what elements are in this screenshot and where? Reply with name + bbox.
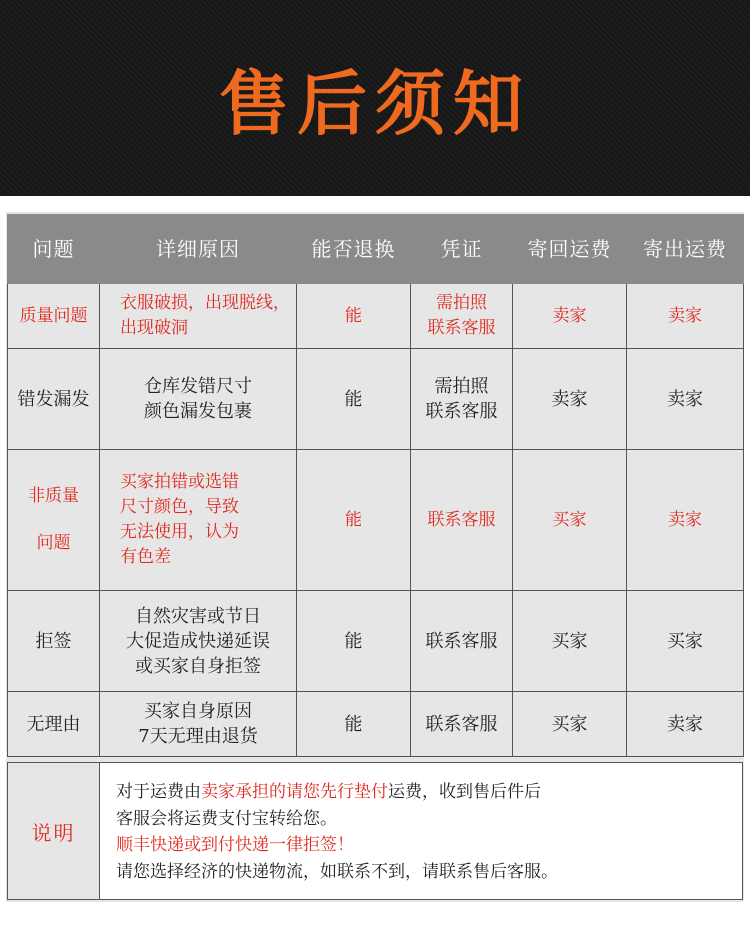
reason-line: 买家自身原因 xyxy=(144,701,252,722)
header-proof: 凭证 xyxy=(411,215,513,284)
proof-line: 需拍照 xyxy=(436,293,487,313)
header-return-shipping: 寄回运费 xyxy=(513,215,627,284)
table-header-row xyxy=(8,215,744,284)
reason-line: 出现破洞 xyxy=(120,318,188,338)
cell-proof: 联系客服 xyxy=(411,692,513,757)
cell-return-shipping: 买家 xyxy=(513,591,627,692)
cell-problem: 质量问题 xyxy=(8,284,100,349)
header-returnable: 能否退换 xyxy=(297,215,411,284)
cell-problem xyxy=(8,450,100,591)
cell-reason xyxy=(100,349,297,450)
reason-line: 尺寸颜色，导致 xyxy=(120,497,239,517)
cell-returnable: 能 xyxy=(297,450,411,591)
reason-line: 7天无理由退货 xyxy=(138,726,258,747)
reason-line: 无法使用，认为 xyxy=(120,522,239,542)
cell-send-shipping: 卖家 xyxy=(627,349,744,450)
notice-text-plain: 运费，收到售后件后 xyxy=(388,782,541,802)
cell-proof xyxy=(411,284,513,349)
reason-line: 或买家自身拒签 xyxy=(135,655,261,677)
problem-line: 问题 xyxy=(36,533,71,553)
cell-send-shipping: 买家 xyxy=(627,591,744,692)
proof-line: 需拍照 xyxy=(434,376,489,397)
cell-returnable: 能 xyxy=(297,349,411,450)
reason-line: 衣服破损，出现脱线， xyxy=(120,293,290,313)
notice-label: 说明 xyxy=(8,763,100,899)
cell-return-shipping: 买家 xyxy=(513,450,627,591)
notice-text xyxy=(116,779,726,885)
cell-reason xyxy=(100,591,297,692)
cell-proof: 联系客服 xyxy=(411,450,513,591)
table-row-refused xyxy=(8,591,744,692)
cell-send-shipping: 卖家 xyxy=(627,284,744,349)
header-send-shipping: 寄出运费 xyxy=(627,215,744,284)
title-banner xyxy=(0,0,750,196)
notice-line-highlight: 顺丰快递或到付快递一律拒签！ xyxy=(116,835,354,855)
cell-send-shipping: 卖家 xyxy=(627,692,744,757)
reason-line: 自然灾害或节日 xyxy=(135,605,261,627)
cell-send-shipping: 卖家 xyxy=(627,450,744,591)
after-sales-table xyxy=(7,214,744,757)
cell-return-shipping: 卖家 xyxy=(513,284,627,349)
problem-line: 非质量 xyxy=(28,486,79,506)
reason-line: 买家拍错或选错 xyxy=(120,472,239,492)
page-title: 售后须知 xyxy=(219,63,531,145)
cell-reason xyxy=(100,284,297,349)
notice-text-highlight: 卖家承担的请您先行垫付 xyxy=(201,782,388,802)
cell-proof: 联系客服 xyxy=(411,591,513,692)
table-row-quality xyxy=(8,284,744,349)
notice-line: 请您选择经济的快递物流，如联系不到，请联系售后客服。 xyxy=(116,861,558,882)
cell-reason xyxy=(100,692,297,757)
cell-return-shipping: 买家 xyxy=(513,692,627,757)
reason-line: 大促造成快递延误 xyxy=(126,630,270,652)
cell-returnable: 能 xyxy=(297,692,411,757)
proof-line: 联系客服 xyxy=(425,401,498,422)
cell-problem: 无理由 xyxy=(8,692,100,757)
reason-line: 有色差 xyxy=(120,547,171,567)
header-reason: 详细原因 xyxy=(100,215,297,284)
header-problem: 问题 xyxy=(8,215,100,284)
reason-line: 仓库发错尺寸 xyxy=(144,376,252,397)
table-row-no-reason xyxy=(8,692,744,757)
cell-problem: 错发漏发 xyxy=(8,349,100,450)
notice-text-plain: 对于运费由 xyxy=(116,782,201,802)
notice-line: 客服会将运费支付宝转给您。 xyxy=(116,808,337,829)
cell-reason xyxy=(100,450,297,591)
table-row-wrong-item xyxy=(8,349,744,450)
reason-line: 颜色漏发包裹 xyxy=(144,401,252,422)
cell-proof xyxy=(411,349,513,450)
notice-line xyxy=(116,779,726,806)
cell-problem: 拒签 xyxy=(8,591,100,692)
cell-return-shipping: 卖家 xyxy=(513,349,627,450)
table-row-non-quality xyxy=(8,450,744,591)
proof-line: 联系客服 xyxy=(427,318,496,338)
notice-box xyxy=(7,762,743,900)
cell-returnable: 能 xyxy=(297,591,411,692)
cell-returnable: 能 xyxy=(297,284,411,349)
